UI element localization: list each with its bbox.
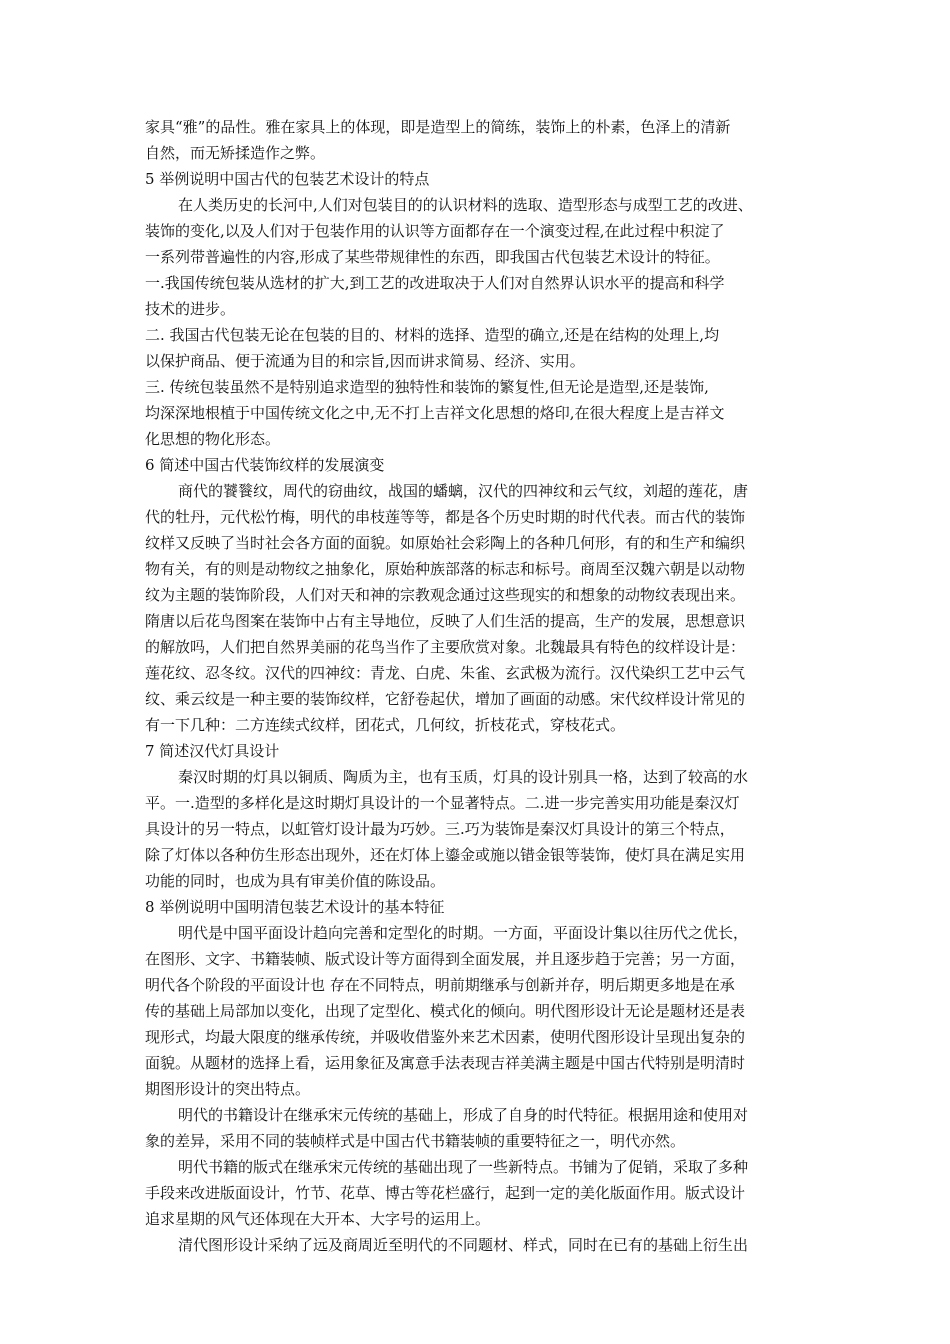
text-line: 具设计的另一特点，以虹管灯设计最为巧妙。三.巧为装饰是秦汉灯具设计的第三个特点，	[145, 820, 735, 838]
text-line: 自然，而无矫揉造作之弊。	[145, 144, 326, 162]
text-line: 追求星期的风气还体现在大开本、大字号的运用上。	[145, 1210, 491, 1228]
text-line: 象的差异，采用不同的装帧样式是中国古代书籍装帧的重要特征之一，明代亦然。	[145, 1132, 686, 1150]
text-line: 平。一.造型的多样化是这时期灯具设计的一个显著特点。二.进一步完善实用功能是秦汉灯	[145, 794, 740, 812]
text-line: 均深深地根植于中国传统文化之中,无不打上吉祥文化思想的烙印,在很大程度上是吉祥文	[145, 404, 725, 422]
text-line: 化思想的物化形态。	[145, 430, 281, 448]
text-line: 明代书籍的版式在继承宋元传统的基础出现了一些新特点。书铺为了促销，采取了多种	[178, 1158, 749, 1176]
section-heading: 5 举例说明中国古代的包装艺术设计的特点	[145, 170, 430, 188]
text-line: 手段来改进版面设计，竹节、花草、博古等花栏盛行，起到一定的美化版面作用。版式设计	[145, 1184, 746, 1202]
text-line: 在图形、文字、书籍装帧、版式设计等方面得到全面发展，并且逐步趋于完善；另一方面，	[145, 950, 746, 968]
text-line: 一.我国传统包装从选材的扩大,到工艺的改进取决于人们对自然界认识水平的提高和科学	[145, 274, 725, 292]
section-heading: 7 简述汉代灯具设计	[145, 742, 280, 760]
text-line: 面貌。从题材的选择上看，运用象征及寓意手法表现吉祥美满主题是中国古代特别是明清时	[145, 1054, 746, 1072]
text-line: 除了灯体以各种仿生形态出现外，还在灯体上鎏金或施以错金银等装饰，使灯具在满足实用	[145, 846, 746, 864]
text-line: 纹为主题的装饰阶段，人们对天和神的宗教观念通过这些现实的和想象的动物纹表现出来。	[145, 586, 746, 604]
text-line: 以保护商品、便于流通为目的和宗旨,因而讲求简易、经济、实用。	[145, 352, 585, 370]
document-page	[145, 114, 813, 1258]
text-line: 一系列带普遍性的内容,形成了某些带规律性的东西，即我国古代包装艺术设计的特征。	[145, 248, 720, 266]
text-line: 传的基础上局部加以变化，出现了定型化、模式化的倾向。明代图形设计无论是题材还是表	[145, 1002, 746, 1020]
text-line: 明代各个阶段的平面设计也 存在不同特点，明前期继承与创新并存，明后期更多地是在承	[145, 976, 735, 994]
section-heading: 8 举例说明中国明清包装艺术设计的基本特征	[145, 898, 445, 916]
text-line: 在人类历史的长河中,人们对包装目的的认识材料的选取、造型形态与成型工艺的改进、	[178, 196, 753, 214]
text-line: 装饰的变化,以及人们对于包装作用的认识等方面都存在一个演变过程,在此过程中积淀了	[145, 222, 725, 240]
text-line: 清代图形设计采纳了远及商周近至明代的不同题材、样式，同时在已有的基础上衍生出	[178, 1236, 749, 1254]
text-line: 现形式，均最大限度的继承传统，并吸收借鉴外来艺术因素，使明代图形设计呈现出复杂的	[145, 1028, 746, 1046]
text-line: 的解放吗，人们把自然界美丽的花鸟当作了主要欣赏对象。北魏最具有特色的纹样设计是：	[145, 638, 746, 656]
text-line: 代的牡丹，元代松竹梅，明代的串枝莲等等，都是各个历史时期的时代代表。而古代的装饰	[145, 508, 746, 526]
text-line: 有一下几种：二方连续式纹样，团花式，几何纹，折枝花式，穿枝花式。	[145, 716, 626, 734]
text-line: 隋唐以后花鸟图案在装饰中占有主导地位，反映了人们生活的提高，生产的发展，思想意识	[145, 612, 746, 630]
text-line: 技术的进步。	[145, 300, 236, 318]
text-line: 二. 我国古代包装无论在包装的目的、材料的选择、造型的确立,还是在结构的处理上,均	[145, 326, 720, 344]
section-heading: 6 简述中国古代装饰纹样的发展演变	[145, 456, 385, 474]
text-line: 明代是中国平面设计趋向完善和定型化的时期。一方面，平面设计集以往历代之优长，	[178, 924, 749, 942]
text-line: 功能的同时，也成为具有审美价值的陈设品。	[145, 872, 446, 890]
text-line: 莲花纹、忍冬纹。汉代的四神纹：青龙、白虎、朱雀、玄武极为流行。汉代染织工艺中云气	[145, 664, 746, 682]
text-line: 家具“雅”的品性。雅在家具上的体现，即是造型上的简练，装饰上的朴素，色泽上的清新	[145, 118, 731, 136]
text-line: 商代的饕餮纹，周代的窃曲纹，战国的蟠螭，汉代的四神纹和云气纹，刘超的莲花，唐	[178, 482, 749, 500]
text-line: 纹样又反映了当时社会各方面的面貌。如原始社会彩陶上的各种几何形，有的和生产和编织	[145, 534, 746, 552]
text-line: 期图形设计的突出特点。	[145, 1080, 311, 1098]
text-line: 秦汉时期的灯具以铜质、陶质为主，也有玉质，灯具的设计别具一格，达到了较高的水	[178, 768, 749, 786]
text-line: 明代的书籍设计在继承宋元传统的基础上，形成了自身的时代特征。根据用途和使用对	[178, 1106, 749, 1124]
text-line: 纹、乘云纹是一种主要的装饰纹样，它舒卷起伏，增加了画面的动感。宋代纹样设计常见的	[145, 690, 746, 708]
text-line: 物有关，有的则是动物纹之抽象化，原始种族部落的标志和标号。商周至汉魏六朝是以动物	[145, 560, 746, 578]
text-line: 三. 传统包装虽然不是特别追求造型的独特性和装饰的繁复性,但无论是造型,还是装饰,	[145, 378, 709, 396]
